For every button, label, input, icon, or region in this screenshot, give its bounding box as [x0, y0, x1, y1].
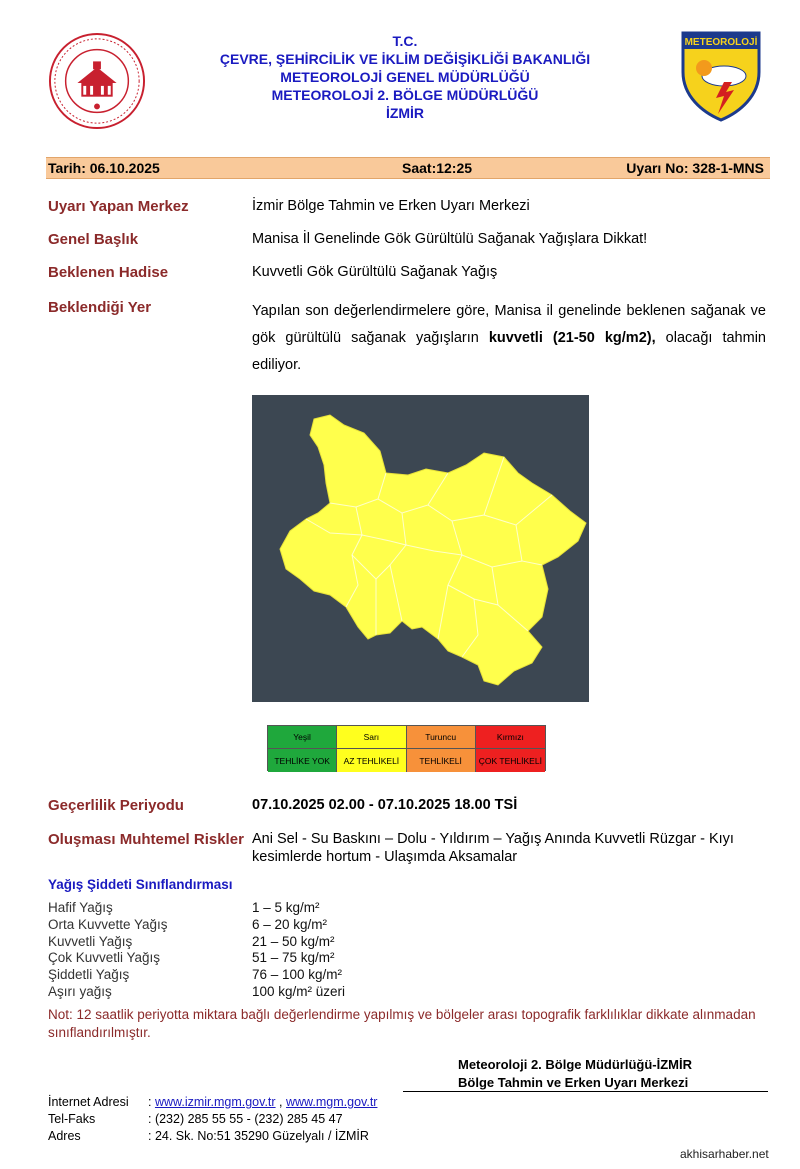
legend-orange-name: Turuncu: [407, 726, 476, 749]
link-separator: ,: [275, 1095, 286, 1109]
warning-level-legend: [267, 725, 546, 771]
source-watermark: akhisarhaber.net: [680, 1147, 769, 1161]
center-value: İzmir Bölge Tahmin ve Erken Uyarı Merkezi: [252, 198, 530, 214]
warning-time: Saat:12:25: [402, 160, 473, 176]
risks-label: Oluşması Muhtemel Riskler: [48, 831, 244, 848]
classification-row-name: Hafif Yağış: [48, 900, 113, 915]
classification-row-name: Kuvvetli Yağış: [48, 933, 133, 949]
header-line-directorate: METEOROLOJİ GENEL MÜDÜRLÜĞÜ: [280, 69, 530, 85]
meteoroloji-shield-logo: [680, 30, 762, 122]
legend-yellow-name: Sarı: [337, 726, 406, 749]
classification-row-value: 1 – 5 kg/m²: [252, 900, 320, 915]
warning-date: Tarih: 06.10.2025: [48, 160, 160, 176]
warning-map: [252, 395, 589, 702]
classification-row-value: 51 – 75 kg/m²: [252, 950, 335, 966]
legend-green-name: Yeşil: [268, 726, 337, 749]
classification-row-value: 21 – 50 kg/m²: [252, 933, 335, 949]
signature-line-1: Meteoroloji 2. Bölge Müdürlüğü-İZMİR: [458, 1057, 692, 1072]
tel-value: : (232) 285 55 55 - (232) 285 45 47: [148, 1112, 343, 1126]
manisa-province-map: [252, 395, 589, 702]
validity-label: Geçerlilik Periyodu: [48, 797, 184, 814]
signature-divider: [403, 1091, 768, 1092]
ministry-seal-logo: [48, 32, 146, 130]
classification-row-name: Şiddetli Yağış: [48, 967, 130, 983]
tel-label: Tel-Faks: [48, 1112, 96, 1126]
warning-number: Uyarı No: 328-1-MNS: [626, 160, 764, 176]
legend-red-level: ÇOK TEHLİKELİ: [476, 749, 545, 772]
header-line-ministry: ÇEVRE, ŞEHİRCİLİK VE İKLİM DEĞİŞİKLİĞİ BAKANLIĞI: [219, 51, 591, 67]
classification-row-name: Aşırı yağış: [48, 984, 112, 999]
place-text-bold: kuvvetli (21-50 kg/m2),: [488, 330, 656, 346]
address-value: : 24. Sk. No:51 35290 Güzelyalı / İZMİR: [148, 1129, 369, 1143]
event-value: Kuvvetli Gök Gürültülü Sağanak Yağış: [252, 264, 498, 280]
risks-value: Ani Sel - Su Baskını – Dolu - Yıldırım – Yağış Anında Kuvvetli Rüzgar - Kıyı kesimlerde hortum - Ulaşımda Aksamalar: [252, 831, 734, 865]
event-label: Beklenen Hadise: [48, 264, 169, 281]
place-paragraph: [252, 298, 766, 379]
internet-label: İnternet Adresi: [48, 1095, 129, 1109]
manisa-province-shape: [280, 415, 586, 685]
izmir-mgm-link[interactable]: www.izmir.mgm.gov.tr: [154, 1095, 276, 1109]
signature-line-2: Bölge Tahmin ve Erken Uyarı Merkezi: [458, 1075, 689, 1090]
logo-text: METEOROLOJİ: [684, 37, 758, 48]
title-value: Manisa İl Genelinde Gök Gürültülü Sağanak Yağışlara Dikkat!: [252, 231, 648, 247]
mgm-link[interactable]: www.mgm.gov.tr: [286, 1095, 378, 1109]
validity-value: 07.10.2025 02.00 - 07.10.2025 18.00 TSİ: [252, 797, 518, 813]
warning-info-bar: [46, 157, 770, 179]
legend-yellow-level: AZ TEHLİKELİ: [337, 749, 406, 772]
center-label: Uyarı Yapan Merkez: [48, 198, 189, 215]
internet-links: [148, 1095, 377, 1109]
header-line-tc: T.C.: [392, 33, 418, 49]
classification-row-value: 100 kg/m² üzeri: [252, 984, 346, 999]
classification-row-value: 6 – 20 kg/m²: [252, 916, 328, 932]
classification-title: Yağış Şiddeti Sınıflandırması: [48, 877, 233, 892]
ministry-header: [160, 32, 650, 122]
place-text-2: olacağı tahmin ediliyor.: [252, 330, 766, 373]
place-text-1: Yapılan son değerlendirmelere göre, Manisa il genelinde beklenen sağanak ve gök gürültülü sağanak yağışların: [252, 303, 766, 346]
internet-sep: :: [148, 1095, 155, 1109]
classification-row-name: Çok Kuvvetli Yağış: [48, 950, 161, 966]
legend-orange-level: TEHLİKELİ: [407, 749, 476, 772]
legend-green-level: TEHLİKE YOK: [268, 749, 337, 772]
classification-row-name: Orta Kuvvette Yağış: [48, 916, 168, 932]
place-label: Beklendiği Yer: [48, 299, 152, 316]
classification-note: Not: 12 saatlik periyotta miktara bağlı değerlendirme yapılmış ve bölgeler arası topografik farklılıklar dikkate alınmadan sınıflandırılmıştır.: [48, 1007, 756, 1040]
header-line-region: METEOROLOJİ 2. BÖLGE MÜDÜRLÜĞÜ: [271, 87, 539, 103]
address-label: Adres: [48, 1129, 81, 1143]
classification-row-value: 76 – 100 kg/m²: [252, 967, 343, 983]
legend-red-name: Kırmızı: [476, 726, 545, 749]
header-line-city: İZMİR: [385, 105, 425, 121]
title-label: Genel Başlık: [48, 231, 139, 248]
